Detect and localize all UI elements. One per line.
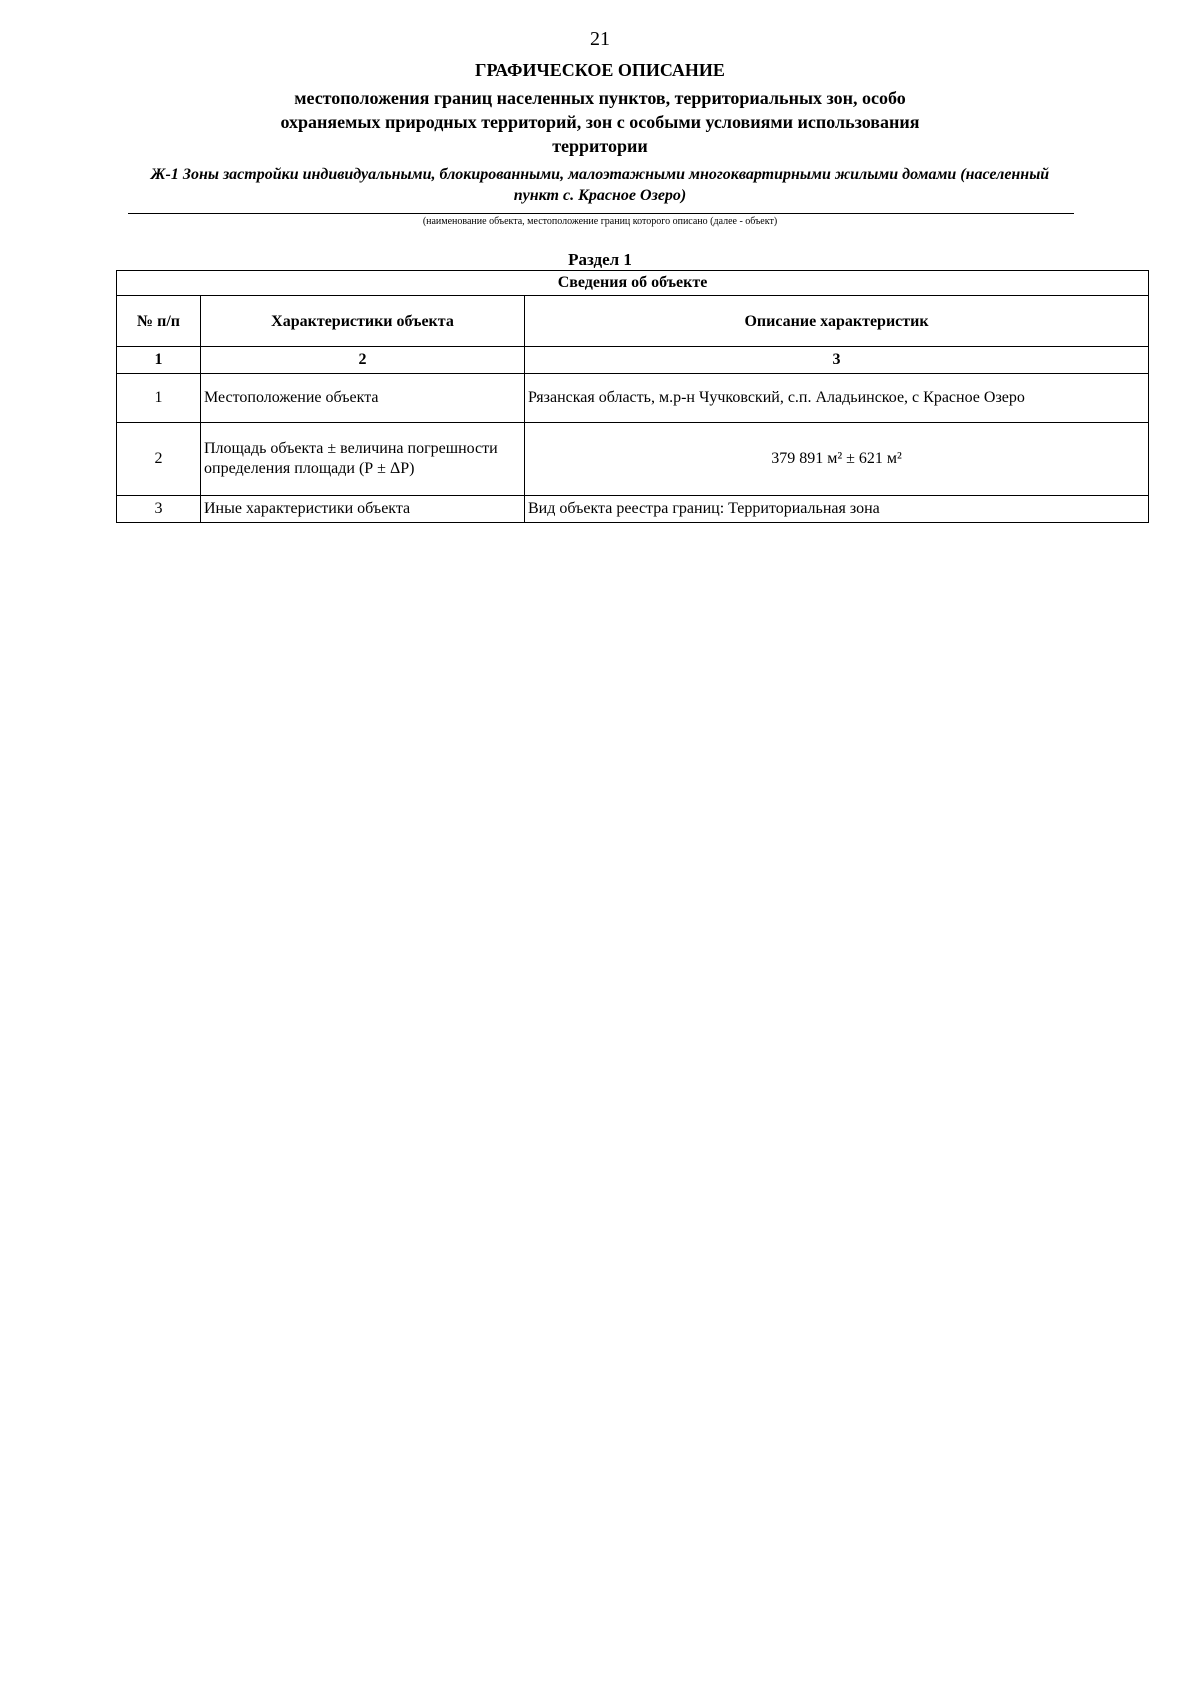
column-number-1: 1 <box>117 347 201 374</box>
header-characteristic: Характеристики объекта <box>201 296 525 347</box>
table-row <box>117 423 1149 496</box>
table-row <box>117 496 1149 523</box>
table-header-row <box>117 296 1149 347</box>
column-number-2: 2 <box>201 347 525 374</box>
table-caption: Сведения об объекте <box>117 271 1149 296</box>
row-description: 379 891 м² ± 621 м² <box>525 423 1149 496</box>
row-description: Вид объекта реестра границ: Территориальная зона <box>525 496 1149 523</box>
header-description: Описание характеристик <box>525 296 1149 347</box>
object-name-caption: (наименование объекта, местоположение границ которого описано (далее - объект) <box>422 216 778 227</box>
document-title: ГРАФИЧЕСКОЕ ОПИСАНИЕ <box>475 60 725 80</box>
row-characteristic: Площадь объекта ± величина погрешности определения площади (Р ± ΔР) <box>201 423 525 496</box>
column-number-3: 3 <box>525 347 1149 374</box>
object-name: Ж-1 Зоны застройки индивидуальными, блокированными, малоэтажными многоквартирными жилыми домами (населенный пункт с. Красное Озеро) <box>150 166 1050 204</box>
table-row <box>117 374 1149 423</box>
table-caption-row <box>117 271 1149 296</box>
row-characteristic: Иные характеристики объекта <box>201 496 525 523</box>
row-characteristic: Местоположение объекта <box>201 374 525 423</box>
table-column-numbers-row <box>117 347 1149 374</box>
section-title: Раздел 1 <box>568 250 632 269</box>
header-number: № п/п <box>117 296 201 347</box>
object-name-underline <box>128 213 1074 214</box>
document-subtitle: местоположения границ населенных пунктов, территориальных зон, особо охраняемых природных территорий, зон с особыми условиями использования территории <box>280 88 920 156</box>
row-number: 2 <box>117 423 201 496</box>
object-info-table <box>116 270 1149 523</box>
row-description: Рязанская область, м.р-н Чучковский, с.п. Аладьинское, с Красное Озеро <box>525 374 1149 423</box>
page-number: 21 <box>590 28 610 50</box>
row-number: 1 <box>117 374 201 423</box>
row-number: 3 <box>117 496 201 523</box>
